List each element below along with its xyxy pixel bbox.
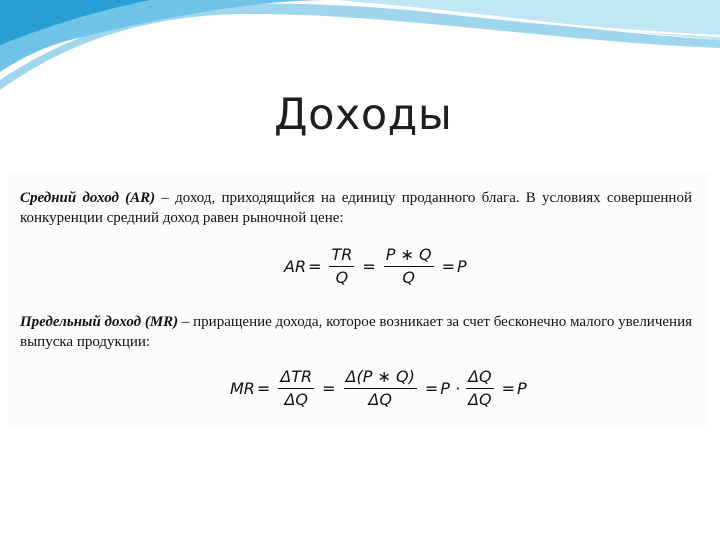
formula-mid-term: P · <box>440 379 461 398</box>
equals-sign: = <box>441 257 455 276</box>
equals-sign: = <box>308 257 322 276</box>
fraction-dtr-over-dq <box>278 368 314 409</box>
fraction-numerator: TR <box>329 246 354 267</box>
term-average-revenue: Средний доход (AR) <box>20 190 156 206</box>
equals-sign: = <box>322 379 336 398</box>
definition-average-revenue <box>20 188 692 228</box>
equals-sign: = <box>424 379 439 398</box>
fraction-dpq-over-dq <box>344 368 417 409</box>
fraction-denominator: ΔQ <box>368 390 392 409</box>
fraction-denominator: Q <box>335 268 349 287</box>
formula-average-revenue <box>284 246 467 287</box>
fraction-numerator: Δ(P ∗ Q) <box>344 368 417 389</box>
fraction-numerator: ΔQ <box>466 368 494 389</box>
content-block <box>8 172 710 430</box>
formula-lhs: AR <box>284 257 307 276</box>
equals-sign: = <box>256 379 271 398</box>
definition-text: – приращение дохода, которое возникает за счет бесконечно малого увеличения выпуска продукции: <box>20 314 692 350</box>
fraction-denominator: ΔQ <box>468 390 492 409</box>
fraction-tr-over-q <box>329 246 354 287</box>
fraction-dq-over-dq <box>466 368 494 409</box>
slide-title: Доходы <box>274 90 453 140</box>
fraction-numerator: P ∗ Q <box>384 246 434 267</box>
equals-sign: = <box>501 379 516 398</box>
formula-marginal-revenue <box>230 368 527 409</box>
formula-lhs: MR <box>230 379 255 398</box>
equals-sign: = <box>362 257 376 276</box>
formula-rhs: P <box>457 257 467 276</box>
definition-marginal-revenue <box>20 312 692 352</box>
formula-rhs: P <box>517 379 527 398</box>
fraction-denominator: Q <box>402 268 415 287</box>
term-marginal-revenue: Предельный доход (MR) <box>20 314 179 330</box>
definition-text: – доход, приходящийся на единицу проданного блага. В условиях совершенной конкуренции средний доход равен рыночной цене: <box>20 190 692 226</box>
fraction-numerator: ΔTR <box>278 368 314 389</box>
header-wave-decoration <box>0 0 720 90</box>
fraction-denominator: ΔQ <box>284 390 309 409</box>
fraction-pq-over-q <box>384 246 434 287</box>
